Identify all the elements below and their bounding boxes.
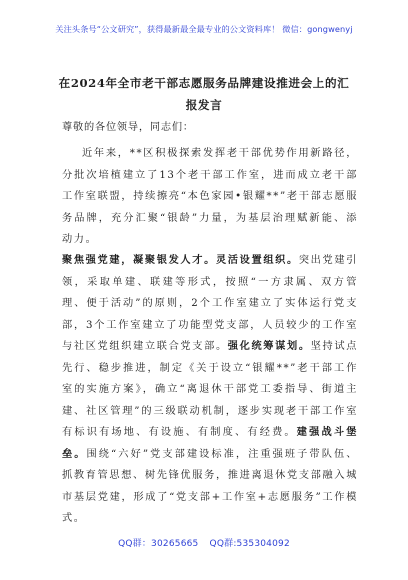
lead-heading: 聚焦强党建，凝聚银发人才。 bbox=[62, 254, 216, 266]
paragraph-intro: 近年来，**区积极探索发挥老干部优势作用新路径，分批次培植建立了13个老干部工作室，进而成立老干部工作室联盟，持续擦亮“本色家园•银耀**”老干部志愿服务品牌，充分汇聚“银龄”力量，为基层治理赋新能、添动力。 bbox=[62, 148, 358, 245]
qq-group-2[interactable]: QQ群:535304092 bbox=[209, 539, 290, 549]
document-title: 在2024年全市老干部志愿服务品牌建设推进会上的汇报发言 bbox=[58, 76, 350, 112]
subheading-fortress: 建强战斗堡垒。 bbox=[62, 426, 358, 460]
subheading-organization: 灵活设置组织。 bbox=[215, 254, 299, 266]
paragraph-text: 坚持试点先行、稳步推进，制定《关于设立“银耀**”老干部工作室的实施方案》，确立“离退休干部党工委指导、街道主建、社区管理”的三级联动机制，逐步实现老干部工作室有标识有场地、有设施、有制度、有经费。 bbox=[62, 341, 358, 438]
qq-group-1[interactable]: QQ群：30265665 bbox=[118, 539, 199, 549]
paragraph-text: 突出党建引领，采取单建、联建等形式，按照“一方隶属、双方管理、便于活动”的原则，2个工作室建立了实体运行党支部，3个工作室建立了功能型党支部，人员较少的工作室与社区党组织建立联合党支部。 bbox=[62, 255, 358, 352]
paragraph-text: 围绕“六好”党支部建设标准，注重强班子带队伍、抓教育管思想、树先锋优服务，推进离退休党支部融入城市基层党建，形成了“党支部+工作室+志愿服务”工作模式。 bbox=[62, 448, 358, 524]
header-banner[interactable]: 关注头条号“公文研究”，获得最新最全最专业的公文资料库！ 微信：gongwenyj bbox=[55, 24, 353, 34]
footer-contact bbox=[0, 536, 408, 549]
paragraph-party-building bbox=[62, 250, 358, 530]
salutation: 尊敬的各位领导，同志们： bbox=[62, 122, 194, 133]
subheading-planning: 强化统筹谋划。 bbox=[227, 340, 311, 352]
